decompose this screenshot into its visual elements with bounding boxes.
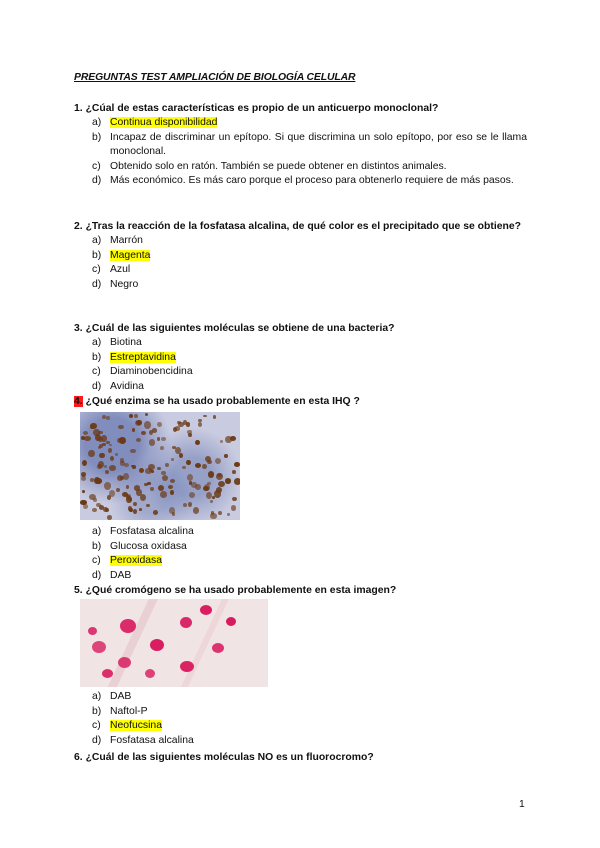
stained-cell [200,605,212,615]
stained-nucleus [118,425,124,430]
stained-nucleus [150,487,154,490]
option-5a: a) DAB [92,691,132,702]
stained-nucleus [134,485,140,490]
option-4a: a) Fosfatasa alcalina [92,526,194,537]
stained-cell [88,627,97,635]
question-6-title: 6. ¿Cuál de las siguientes moléculas NO es un fluorocromo? [74,752,374,763]
stained-nucleus [106,441,110,444]
stained-nucleus [82,490,85,493]
stained-nucleus [168,485,173,489]
option-2d: d) Negro [92,278,139,290]
option-5c: c) Neofucsina [92,720,162,732]
option-2b: b) Magenta [92,249,151,261]
stained-nucleus [231,505,236,511]
option-2c: c) Azul [92,264,131,276]
option-1a: a) Continua disponibilidad [92,117,218,128]
stained-nucleus [212,496,216,499]
stained-nucleus [83,504,87,509]
stained-nucleus [172,446,176,449]
stained-nucleus [218,511,222,515]
stained-nucleus [171,458,174,461]
question-5-answers [74,690,527,748]
stained-nucleus [135,420,142,426]
stained-nucleus [165,463,169,467]
question-2-title: 2. ¿Tras la reacción de la fosfatasa alcalina, de qué color es el precipitado que se obtiene? [74,221,521,232]
stained-nucleus [220,440,224,444]
stained-nucleus [105,470,109,474]
stained-nucleus [204,484,210,491]
stained-nucleus [130,449,135,453]
stained-nucleus [115,453,118,456]
question-4 [74,394,527,409]
stained-nucleus [145,413,148,416]
stained-nucleus [187,430,191,434]
stained-nucleus [179,453,183,457]
stained-nucleus [140,494,146,501]
stained-nucleus [187,474,193,481]
stained-cell [150,639,164,651]
option-3d: d) Avidina [92,380,144,392]
stained-nucleus [149,439,155,445]
option-1d: d) Más económico. Es más caro porque el proceso para obtenerlo requiere de más pasos. [92,175,514,187]
stained-nucleus [162,475,168,481]
stained-nucleus [139,508,142,511]
stained-nucleus [234,462,240,467]
stained-nucleus [198,422,202,427]
question-4-title: 4. ¿Qué enzima se ha usado probablemente en esta IHQ ? [74,396,360,407]
stained-nucleus [232,470,237,474]
stained-nucleus [157,467,160,470]
stained-cell [92,641,106,653]
stained-nucleus [82,460,87,466]
stained-nucleus [104,465,107,468]
stained-nucleus [202,464,207,469]
stained-nucleus [102,443,106,447]
option-1b: b) Incapaz de discriminar un epítopo. Si que discrimina un solo epítopo, por eso se le llama monoclonal. [92,131,527,158]
stained-cell [118,657,131,668]
stained-nucleus [216,487,222,493]
stained-nucleus [208,471,214,477]
stained-nucleus [230,436,236,441]
question-3-title: 3. ¿Cuál de las siguientes moléculas se obtiene de una bacteria? [74,323,395,334]
stained-cell [102,669,113,678]
stained-nucleus [129,508,134,512]
stained-nucleus [213,415,217,419]
stained-nucleus [160,446,164,450]
stained-nucleus [227,513,231,516]
stained-nucleus [170,490,174,495]
stained-cell [180,661,194,672]
stained-cell [180,617,192,628]
option-5d: d) Fosfatasa alcalina [92,734,194,746]
stained-nucleus [109,465,116,471]
page-number: 1 [519,799,525,810]
stained-nucleus [103,507,108,512]
question-5 [74,583,527,598]
question-3-options [92,336,527,394]
question-5-title: 5. ¿Qué cromógeno se ha usado probablemente en esta imagen? [74,585,397,596]
stained-nucleus [108,448,113,453]
stained-nucleus [224,454,227,458]
question-1-options [92,116,527,189]
option-3a: a) Biotina [92,337,142,348]
question-3 [74,321,527,394]
stained-nucleus [210,513,217,518]
ihq-neofucsina-image [80,599,268,687]
stained-nucleus [129,414,133,418]
stained-nucleus [161,437,166,441]
stained-nucleus [110,456,115,462]
stained-nucleus [109,444,112,447]
stained-nucleus [182,466,186,470]
stained-nucleus [120,476,124,480]
stained-nucleus [195,440,200,445]
stained-nucleus [216,473,223,480]
stained-nucleus [95,434,101,441]
stained-nucleus [136,438,141,442]
stained-nucleus [139,468,144,473]
document-title: PREGUNTAS TEST AMPLIACIÓN DE BIOLOGÍA CELULAR [74,72,356,83]
stained-nucleus [88,450,95,457]
stained-nucleus [98,431,102,435]
option-3b: b) Estreptavidina [92,351,176,363]
ihq-dab-image [80,412,240,520]
stained-nucleus [225,478,231,483]
question-1 [74,101,527,189]
stained-nucleus [84,436,91,442]
stained-nucleus [123,473,129,480]
stained-nucleus [81,472,87,477]
stained-nucleus [133,509,138,514]
stained-nucleus [116,488,120,492]
stained-cell [145,669,155,678]
stained-nucleus [99,453,104,458]
option-2a: a) Marrón [92,235,143,246]
question-4-options [92,525,527,583]
option-4c: c) Peroxidasa [92,555,162,567]
stained-nucleus [153,510,158,515]
stained-nucleus [175,426,180,430]
stained-nucleus [104,482,111,489]
stained-nucleus [126,496,132,502]
stained-nucleus [149,430,153,435]
stained-nucleus [144,421,151,429]
question-5-options [92,690,527,748]
stained-nucleus [109,490,115,497]
stained-nucleus [146,504,150,507]
stained-nucleus [94,477,100,484]
option-4d: d) DAB [92,569,132,581]
stained-nucleus [170,479,175,483]
stained-nucleus [186,460,191,466]
stained-nucleus [107,515,113,520]
stained-nucleus [203,415,206,418]
option-3c: c) Diaminobencidina [92,366,193,378]
stained-nucleus [232,497,236,501]
option-4b: b) Glucosa oxidasa [92,540,187,552]
stained-nucleus [186,422,191,427]
stained-nucleus [183,503,187,507]
stained-nucleus [133,502,137,507]
stained-nucleus [90,423,97,429]
stained-nucleus [81,476,86,481]
stained-nucleus [92,508,96,512]
stained-nucleus [160,491,167,498]
stained-nucleus [157,437,160,441]
stained-nucleus [132,465,136,469]
stained-cell [212,643,224,653]
stained-nucleus [205,456,211,462]
stained-nucleus [234,478,240,485]
question-2 [74,219,527,292]
stained-nucleus [93,498,97,502]
stained-nucleus [210,500,213,503]
stained-nucleus [145,468,152,474]
stained-nucleus [83,431,89,436]
stained-nucleus [106,416,110,420]
stained-cell [226,617,236,626]
question-4-answers [74,525,527,583]
stained-nucleus [126,485,130,489]
question-1-title: 1. ¿Cúal de estas características es propio de un anticuerpo monoclonal? [74,103,439,114]
question-2-options [92,234,527,292]
stained-nucleus [132,428,136,432]
stained-nucleus [157,422,162,428]
stained-nucleus [188,502,193,507]
stained-nucleus [191,482,198,488]
stained-cell [120,619,136,633]
option-5b: b) Naftol-P [92,705,148,717]
stained-nucleus [141,431,146,435]
stained-nucleus [193,507,200,514]
stained-nucleus [147,482,150,485]
stained-nucleus [134,414,138,418]
stained-nucleus [189,492,195,498]
option-1c: c) Obtenido solo en ratón. También se puede obtener en distintos animales. [92,160,447,172]
stained-nucleus [215,458,222,465]
question-6 [74,750,527,765]
stained-nucleus [195,463,201,468]
stained-nucleus [161,471,165,475]
stained-nucleus [81,436,85,440]
